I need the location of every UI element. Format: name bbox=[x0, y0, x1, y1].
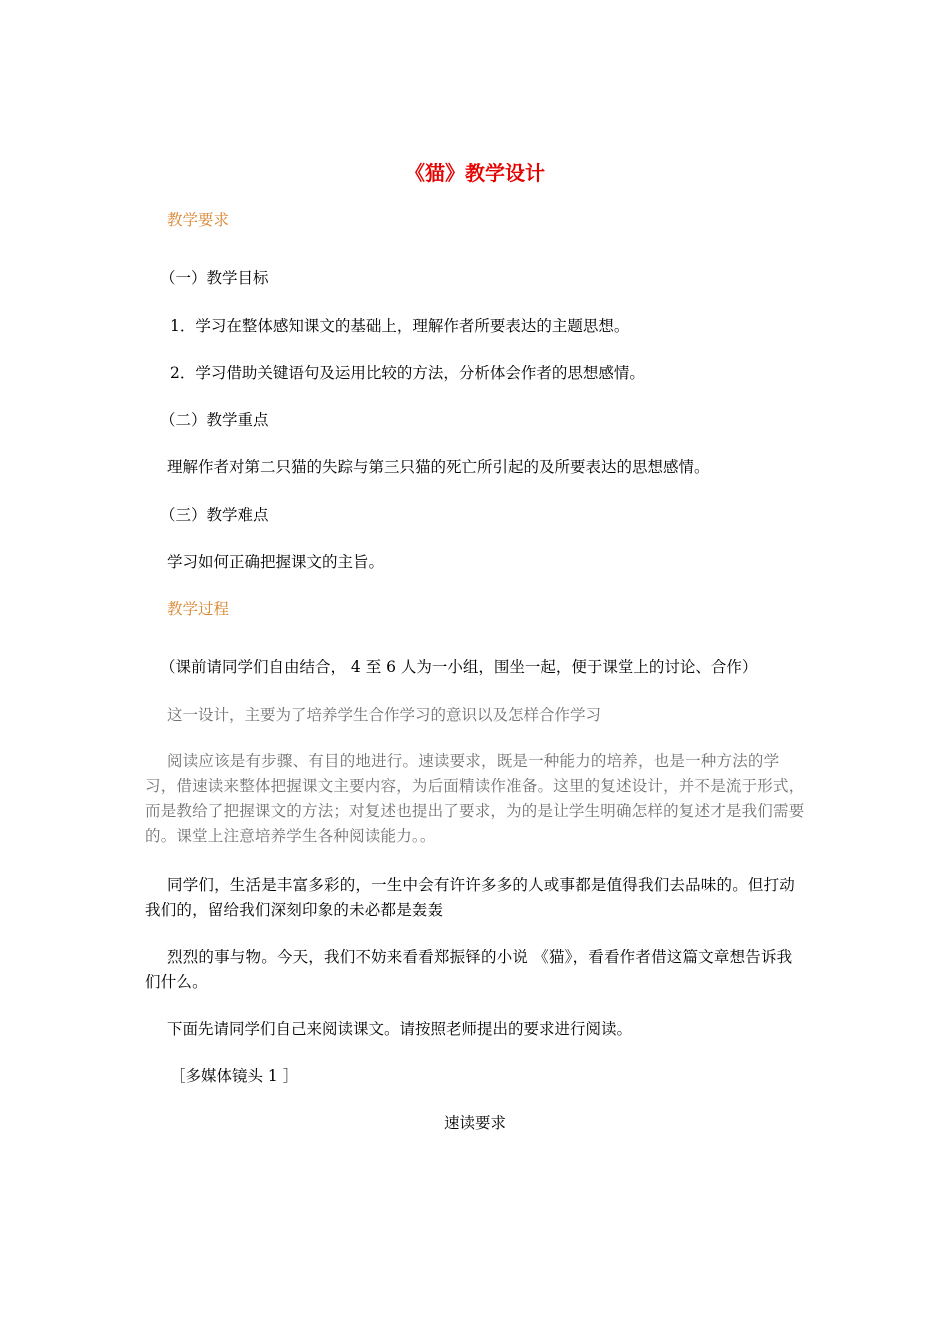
speed-reading-heading: 速读要求 bbox=[443, 1114, 506, 1132]
section-heading-process: 教学过程 bbox=[167, 600, 230, 618]
intro-paragraph-1: 同学们，生活是丰富多彩的，一生中会有许许多多的人或事都是值得我们去品味的。但打动我们的，留给我们深刻印象的未必都是轰轰 bbox=[145, 876, 796, 919]
goal-item-1: 1．学习在整体感知课文的基础上，理解作者所要表达的主题思想。 bbox=[170, 317, 630, 335]
document-title: 《猫》教学设计 bbox=[405, 161, 545, 185]
difficulty-text: 学习如何正确把握课文的主旨。 bbox=[167, 553, 385, 571]
process-note-grouping: （课前请同学们自由结合， 4 至 6 人为一小组，围坐一起，便于课堂上的讨论、合作） bbox=[160, 658, 758, 676]
goal-item-2: 2．学习借助关键语句及运用比较的方法，分析体会作者的思想感情。 bbox=[170, 364, 645, 382]
difficulty-heading: （三）教学难点 bbox=[160, 506, 269, 524]
key-point-text: 理解作者对第二只猫的失踪与第三只猫的死亡所引起的及所要表达的思想感情。 bbox=[167, 458, 710, 476]
goal-heading: （一）教学目标 bbox=[160, 269, 269, 287]
design-note-cooperation: 这一设计，主要为了培养学生合作学习的意识以及怎样合作学习 bbox=[167, 706, 602, 724]
multimedia-label: ［多媒体镜头 1 ］ bbox=[170, 1067, 299, 1085]
key-point-heading: （二）教学重点 bbox=[160, 411, 269, 429]
design-note-reading: 阅读应该是有步骤、有目的地进行。速读要求，既是一种能力的培养，也是一种方法的学习，借速读来整体把握课文主要内容，为后面精读作准备。这里的复述设计，并不是流于形式，而是教给了把握课文的方法；对复述也提出了要求，为的是让学生明确怎样的复述才是我们需要的。课堂上注意培养学生各种阅读能力。。 bbox=[145, 752, 805, 845]
section-heading-requirements: 教学要求 bbox=[167, 211, 230, 229]
intro-paragraph-2: 烈烈的事与物。今天，我们不妨来看看郑振铎的小说 《猫》，看看作者借这篇文章想告诉我们什么。 bbox=[145, 948, 793, 991]
reading-instruction: 下面先请同学们自己来阅读课文。请按照老师提出的要求进行阅读。 bbox=[167, 1020, 633, 1038]
